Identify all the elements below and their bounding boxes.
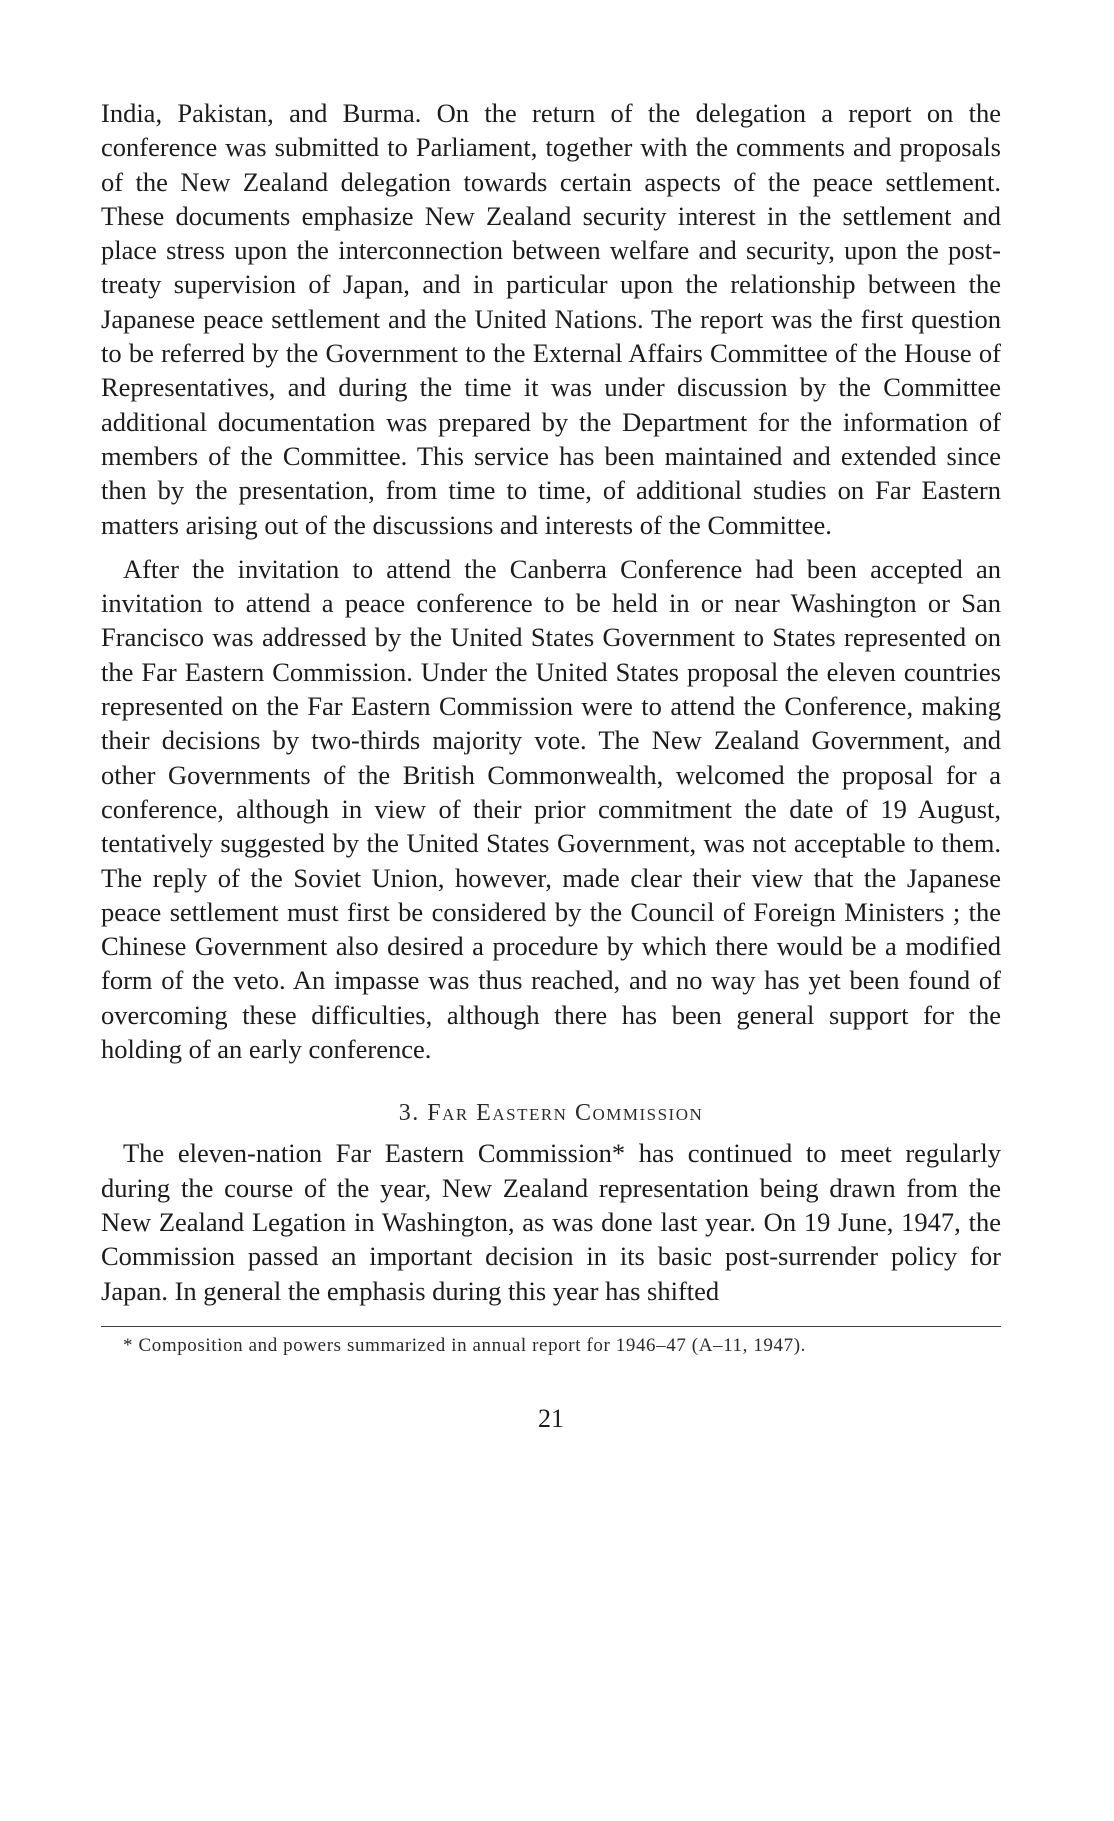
section-heading: 3. Far Eastern Commission [398,1100,704,1127]
paragraph-delegation-report: India, Pakistan, and Burma. On the return of the delegation a report on the conference was submitted to Parliament, together with the comments and proposals of the New Zealand delegation towards certain aspects of the peace settlement. These documents emphasize New Zealand security interest in the settlement and place stress upon the interconnection between welfare and security, upon the post-treaty supervision of Japan, and in particular upon the relationship between the Japanese peace settlement and the United Nations. The report was the first question to be referred by the Government to the External Affairs Committee of the House of Representatives, and during the time it was under discussion by the Committee additional documentation was prepared by the Department for the information of members of the Committee. This service has been maintained and extended since then by the presentation, from time to time, of additional studies on Far Eastern matters arising out of the discussions and interests of the Committee. [101,98,1001,540]
paragraph-peace-conference: After the invitation to attend the Canberra Conference had been accepted an invitation to attend a peace conference to be held in or near Washington or San Francisco was addressed by the United States Government to States represented on the Far Eastern Commission. Under the United States proposal the eleven countries represented on the Far Eastern Commission were to attend the Conference, making their decisions by two-thirds majority vote. The New Zealand Government, and other Governments of the British Commonwealth, welcomed the proposal for a conference, although in view of their prior commitment the date of 19 August, tentatively suggested by the United States Government, was not acceptable to them. The reply of the Soviet Union, however, made clear their view that the Japanese peace settlement must first be considered by the Council of Foreign Ministers ; the Chinese Government also desired a procedure by which there would be a modified form of the veto. An impasse was thus reached, and no way has yet been found of overcoming these difficulties, although there has been general support for the holding of an early conference. [101,553,1001,1065]
footnote-divider [101,1326,1001,1327]
document-page [101,96,1001,1434]
footnote: * Composition and powers summarized in annual report for 1946–47 (A–11, 1947). [123,1334,807,1356]
page-number: 21 [538,1403,564,1433]
paragraph-far-eastern-commission: The eleven-nation Far Eastern Commission* has continued to meet regularly during the course of the year, New Zealand representation being drawn from the New Zealand Legation in Washington, as was done last year. On 19 June, 1947, the Commission passed an important decision in its basic post-surrender policy for Japan. In general the emphasis during this year has shifted [101,1138,1001,1306]
